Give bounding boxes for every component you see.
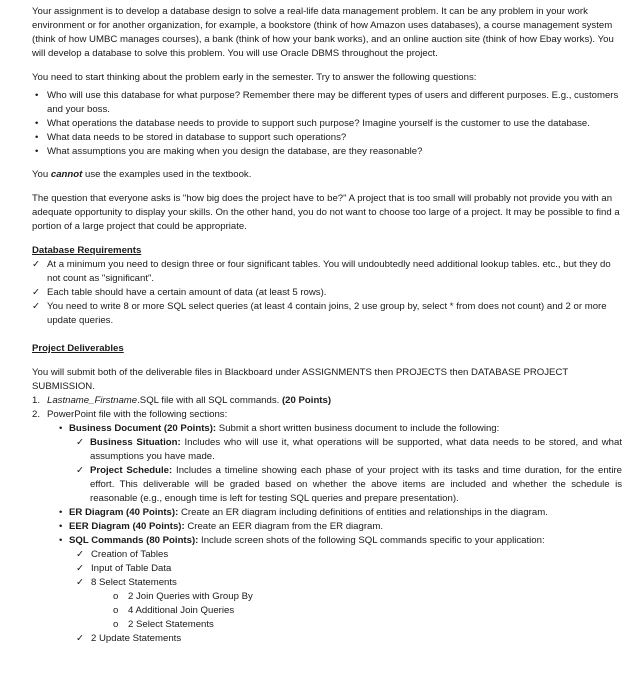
bullet-icon: •: [59, 521, 63, 532]
bullet-icon: •: [35, 146, 39, 157]
list-item: ✓ 8 Select Statements o 2 Join Queries with Group By o 4 Additional Join Queries o 2 Select Statements: [76, 576, 622, 632]
bullet-icon: •: [35, 90, 39, 101]
list-item: • Business Document (20 Points): Submit a short written business document to include the following: ✓ Business Situation: Includes who will use it, what operations will be supported, what data needs to be stored, and what assumptions you have made. ✓ Project Schedule: Includes a timeline showing each phase of your project with its tasks and time duration, for the entire effort. This deliverable will be graded based on whether the above items are included and whether the schedule is reasonable (e.g., enough time is left for testing SQL queries and prepare presentation).: [59, 423, 623, 504]
list-item: 2. PowerPoint file with the following sections: • Business Document (20 Points): Submit a short written business document to include the following: ✓ Business Situation: Includes who will use it, what operations will be supported, what data needs to be stored, and what assumptions you have made. ✓ Project Schedule: Includes a timeline showing each phase of your project with its tasks and time duration, for the entire effort. This deliverable will be graded based on whether the above items are included and whether the schedule is reasonable (e.g., enough time is left for testing SQL queries and prepare presentation). • ER Diagram (40 Points): Create an ER diagram including definitions of entities and relationships in the diagram. • EER Diagram (40 Points): Create an EER diagram from the ER diagram. • SQL Commands (80 Points): Include screen shots of the following SQL commands specific to your application: ✓ Creation of Tables ✓ Input of Table Data ✓ 8 Select Statements o 2 Join Queries with Group By o 4 Additional Join Queries o 2 Select Statements ✓ 2 Update Statements: [32, 409, 623, 644]
check-icon: ✓: [32, 301, 41, 312]
check-icon: ✓: [76, 437, 85, 448]
check-icon: ✓: [76, 549, 85, 560]
list-item: ✓ Each table should have a certain amount of data (at least 5 rows).: [32, 287, 327, 298]
check-icon: ✓: [32, 287, 41, 298]
list-item: • Who will use this database for what purpose? Remember there may be different types of users and different purposes. E.g., customers and your boss.: [35, 90, 619, 115]
requirements-heading: Database Requirements: [32, 245, 142, 256]
check-icon: ✓: [76, 577, 85, 588]
check-icon: ✓: [76, 633, 85, 644]
deliverables-list: [32, 394, 622, 646]
list-item: • What operations the database needs to provide to support such purpose? Imagine yourself is the customer to use the database.: [35, 118, 590, 129]
deliverables-heading: Project Deliverables: [32, 343, 124, 354]
requirements-list: [32, 258, 622, 328]
bullet-icon: •: [59, 423, 63, 434]
list-item: ✓ Project Schedule: Includes a timeline showing each phase of your project with its tasks and time duration, for the entire effort. This deliverable will be graded based on whether the above items are included and whether the schedule is reasonable (e.g., enough time is left for testing SQL queries and prepare presentation).: [76, 465, 623, 504]
sql-subitems: [69, 548, 622, 646]
intro-paragraph: Your assignment is to develop a database design to solve a real-life data management problem. It can be any problem in your work environment or for another organization, for example, a bookstore (think of how Amazon uses databases), a course management system (think of how UMBC manages courses), a bank (think of how your bank works), and an online auction site (think of how Ebay works). You will develop a database to solve this problem. You will use Oracle DBMS throughout the project.: [32, 6, 614, 59]
check-icon: ✓: [76, 465, 85, 476]
powerpoint-sections: [47, 422, 622, 646]
bullet-icon: •: [35, 132, 39, 143]
list-item: o 2 Select Statements: [113, 619, 214, 630]
circle-bullet-icon: o: [113, 619, 119, 630]
list-item: ✓ Input of Table Data: [76, 563, 172, 574]
list-item: ✓ Business Situation: Includes who will use it, what operations will be supported, what data needs to be stored, and what assumptions you have made.: [76, 437, 622, 462]
circle-bullet-icon: o: [113, 605, 119, 616]
cannot-paragraph: You cannot use the examples used in the textbook.: [32, 169, 252, 180]
list-item: o 2 Join Queries with Group By: [113, 591, 253, 602]
list-item: ✓ At a minimum you need to design three or four significant tables. You will undoubtedly need additional lookup tables. etc., but they do not count as "significant".: [32, 259, 611, 284]
list-item: • ER Diagram (40 Points): Create an ER diagram including definitions of entities and relationships in the diagram.: [59, 507, 548, 518]
questions-list: [32, 89, 622, 159]
list-item: • What assumptions you are making when you design the database, are they reasonable?: [35, 146, 423, 157]
questions-intro: You need to start thinking about the problem early in the semester. Try to answer the following questions:: [32, 72, 477, 83]
check-icon: ✓: [76, 563, 85, 574]
question-paragraph: The question that everyone asks is "how big does the project have to be?" A project that is too small will probably not provide you with an adequate opportunity to display your skills. On the other hand, you do not want to choose too large of a project. It may be possible to find a portion of a large project that could be appropriate.: [32, 193, 620, 232]
bullet-icon: •: [59, 535, 63, 546]
list-item: ✓ Creation of Tables: [76, 549, 169, 560]
list-item: 1. Lastname_Firstname.SQL file with all SQL commands. (20 Points): [32, 395, 332, 406]
business-subitems: [69, 436, 622, 506]
list-item: • What data needs to be stored in database to support such operations?: [35, 132, 347, 143]
list-item: • EER Diagram (40 Points): Create an EER diagram from the ER diagram.: [59, 521, 384, 532]
list-item: ✓ You need to write 8 or more SQL select queries (at least 4 contain joins, 2 use group by, select * from does not count) and 2 or more update queries.: [32, 301, 607, 326]
bullet-icon: •: [59, 507, 63, 518]
check-icon: ✓: [32, 259, 41, 270]
list-item: • SQL Commands (80 Points): Include screen shots of the following SQL commands specific to your application: ✓ Creation of Tables ✓ Input of Table Data ✓ 8 Select Statements o 2 Join Queries with Group By o 4 Additional Join Queries o 2 Select Statements ✓ 2 Update Statements: [59, 534, 622, 646]
list-item: o 4 Additional Join Queries: [113, 605, 235, 616]
list-item: ✓ 2 Update Statements: [76, 633, 182, 644]
bullet-icon: •: [35, 118, 39, 129]
select-subitems: [91, 590, 622, 632]
deliverables-intro: You will submit both of the deliverable files in Blackboard under ASSIGNMENTS then PROJECTS then DATABASE PROJECT SUBMISSION.: [32, 367, 569, 392]
circle-bullet-icon: o: [113, 591, 119, 602]
